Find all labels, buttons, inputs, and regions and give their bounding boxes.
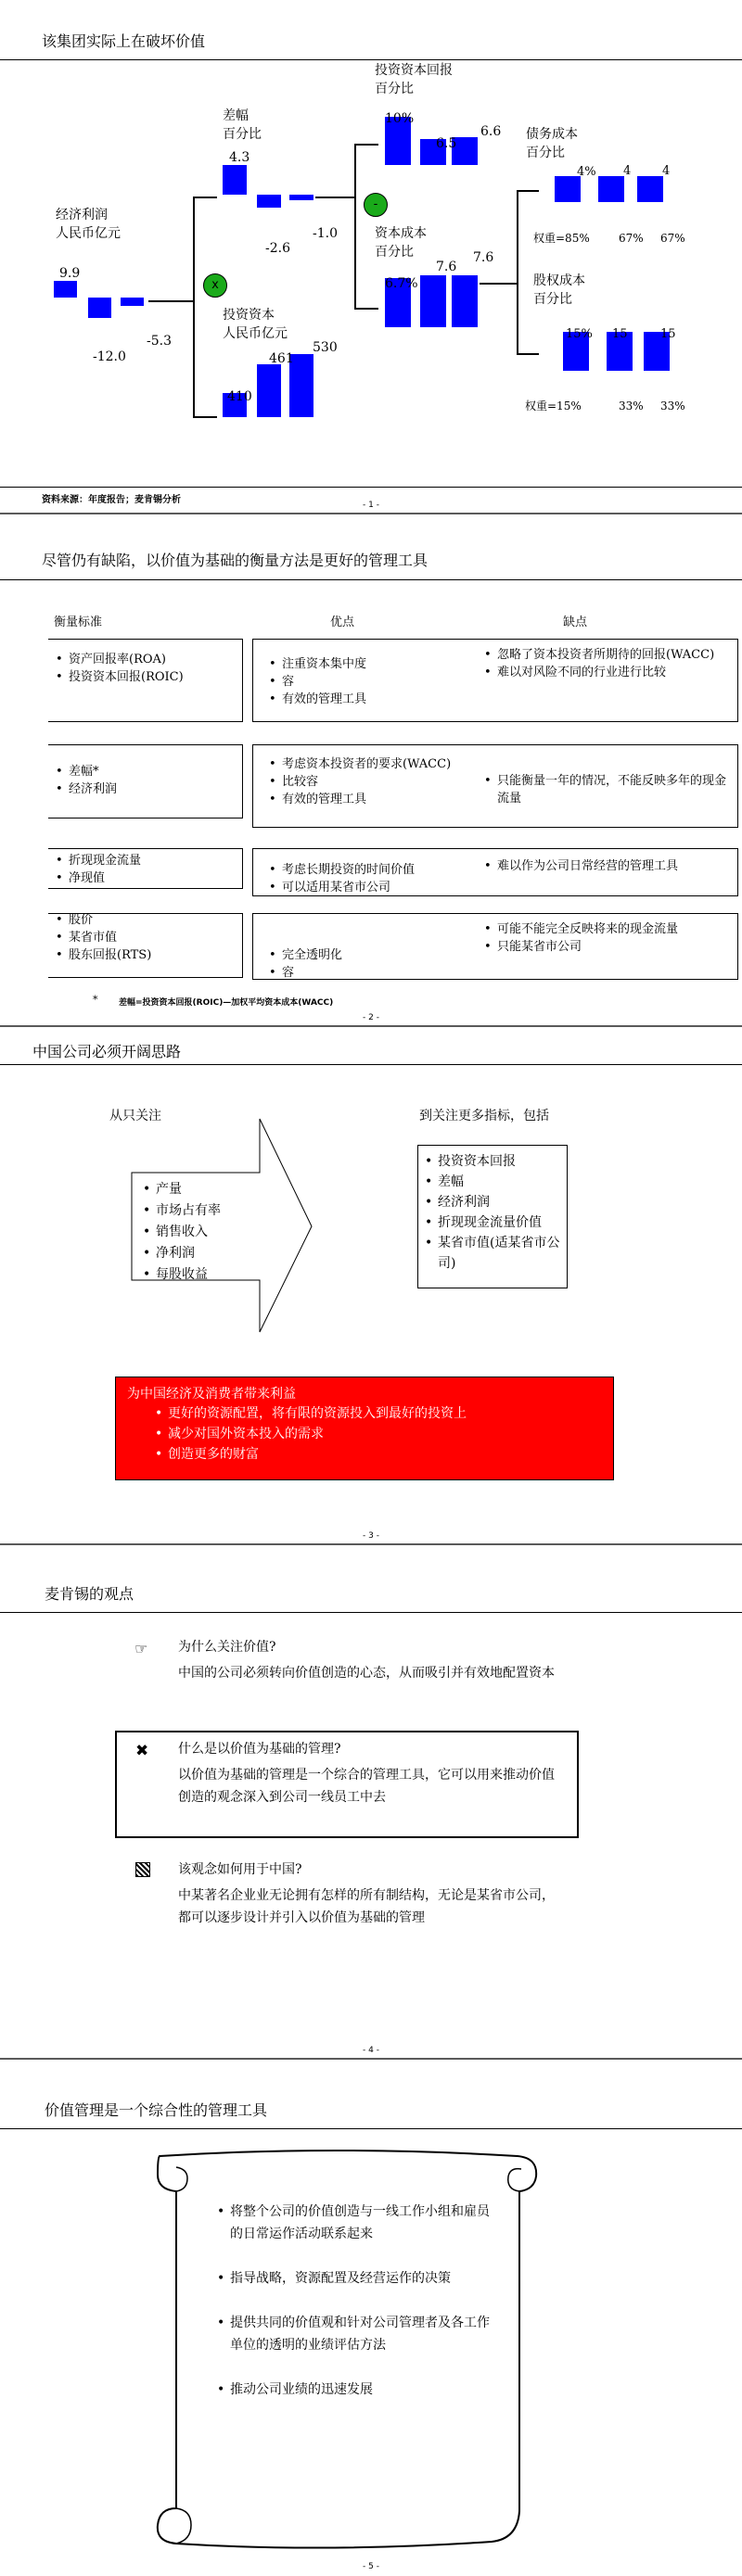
title-rule: [0, 579, 742, 580]
scroll-items: • 将整个公司的价值创造与一线工作小组和雇员的日常运作活动联系起来 • 指导战略，资源配置及经营运作的决策 • 提供共同的价值观和针对公司管理者及各工作单位的透明的业绩评估方法 • 推动公司业绩的迅速发展: [215, 2201, 493, 2401]
minus-operator: -: [364, 193, 388, 217]
spread-label: 差幅 百分比: [223, 108, 262, 142]
slide-title: 尽管仍有缺陷，以价值为基础的衡量方法是更好的管理工具: [42, 552, 429, 569]
slide-4: [0, 1547, 742, 2060]
slide-1: [0, 0, 742, 514]
page-number: - 1 -: [363, 501, 379, 510]
page-number: - 5 -: [363, 2562, 379, 2571]
pattern-icon: [135, 1862, 150, 1877]
debt-weight-1: 权重=85%: [533, 232, 590, 245]
roic-label: 投资资本回报 百分比: [375, 63, 453, 96]
slide-3: [0, 1029, 742, 1545]
pros-list-2: • 考虑资本投资者的要求(WACC) • 比较容 • 有效的管理工具: [267, 755, 480, 808]
equity-value-2: 15: [612, 327, 628, 341]
pros-list-4: • 完全透明化 • 容: [267, 946, 480, 982]
debt-value-3: 4: [662, 164, 671, 178]
title-rule: [0, 1612, 742, 1613]
debt-value-1: 4%: [577, 165, 596, 179]
cons-list-4: • 可能不能完全反映将来的现金流量 • 只能某省市公司: [482, 920, 733, 956]
debt-bar-2: [598, 176, 624, 202]
left-items: • 产量 • 市场占有率 • 销售收入 • 净利润 • 每股收益: [141, 1179, 221, 1286]
debt-bar-3: [637, 176, 663, 202]
footnote: 差幅=投资资本回报(ROIC)—加权平均资本成本(WACC): [119, 998, 334, 1008]
wacc-bar-3: [452, 275, 478, 327]
answer-1: 中国的公司必须转向价值创造的心态，从而吸引并有效地配置资本: [178, 1666, 555, 1681]
roic-value-3: 6.6: [480, 124, 502, 139]
criteria-list-4: • 股价 • 某省市值 • 股东回报(RTS): [54, 911, 151, 964]
slide-2: [0, 516, 742, 1027]
slide-title: 价值管理是一个综合性的管理工具: [45, 2101, 268, 2119]
bracket-left: [193, 197, 195, 417]
left-heading: 从只关注: [109, 1109, 161, 1123]
capital-label: 投资资本 人民币亿元: [223, 308, 288, 341]
header-pros: 优点: [330, 615, 355, 629]
debt-value-2: 4: [623, 164, 632, 178]
question-2: 什么是以价值为基础的管理?: [178, 1742, 341, 1757]
banner-items: • 更好的资源配置，将有限的资源投入到最好的投资上 • 减少对国外资本投入的需求 • 创造更多的财富: [153, 1403, 602, 1465]
eva-value-3: -5.3: [147, 334, 172, 349]
equity-weight-2: 33%: [619, 400, 644, 412]
pointing-hand-icon: ☞: [134, 1640, 148, 1657]
roic-value-2: 6.5: [436, 136, 457, 151]
wacc-value-2: 7.6: [436, 260, 457, 274]
right-items: • 投资资本回报 • 差幅 • 经济利润 • 折现现金流量价值 • 某省市值(适某省市公司): [423, 1151, 564, 1274]
equity-value-1: 15%: [566, 327, 593, 341]
connector-spread: [315, 197, 354, 198]
criteria-list-1: • 资产回报率(ROA) • 投资资本回报(ROIC): [54, 651, 184, 686]
pros-list-1: • 注重资本集中度 • 容 • 有效的管理工具: [267, 655, 480, 708]
pros-list-3: • 考虑长期投资的时间价值 • 可以适用某省市公司: [267, 861, 480, 896]
debt-weight-3: 67%: [660, 232, 685, 245]
benefits-banner: [115, 1377, 614, 1480]
answer-2: 以价值为基础的管理是一个综合的管理工具，它可以用来推动价值创造的观念深入到公司一线员工中去: [178, 1768, 555, 1805]
spread-bar-2: [257, 195, 281, 208]
spread-value-1: 4.3: [229, 150, 250, 165]
eva-value-2: -12.0: [93, 349, 126, 364]
multiply-operator: x: [203, 273, 227, 298]
slide-5: [0, 2062, 742, 2576]
capital-value-3: 530: [313, 340, 338, 355]
header-criteria: 衡量标准: [54, 615, 103, 629]
title-rule: [0, 59, 742, 60]
spread-bar-1: [223, 165, 247, 195]
star-icon: ✖: [135, 1742, 149, 1760]
page-number: - 2 -: [363, 1013, 379, 1022]
debt-label: 债务成本 百分比: [526, 127, 578, 160]
eva-bar-2: [88, 298, 111, 318]
header-cons: 缺点: [563, 615, 588, 629]
cons-list-3: • 难以作为公司日常经营的管理工具: [482, 857, 733, 875]
slide-title: 中国公司必须开阔思路: [32, 1043, 182, 1060]
eva-label: 经济利润 人民币亿元: [56, 208, 121, 241]
bracket-mid: [354, 144, 356, 309]
footnote-mark: *: [93, 994, 98, 1006]
equity-label: 股权成本 百分比: [533, 273, 585, 307]
capital-value-2: 461: [269, 351, 294, 366]
debt-weight-2: 67%: [619, 232, 644, 245]
banner-heading: 为中国经济及消费者带来利益: [127, 1387, 296, 1402]
spread-value-3: -1.0: [313, 226, 338, 241]
title-rule: [0, 2128, 742, 2129]
bracket-right: [517, 190, 518, 354]
spread-value-2: -2.6: [265, 241, 290, 256]
wacc-bar-2: [420, 275, 446, 327]
criteria-list-2: • 差幅* • 经济利润: [54, 763, 117, 798]
page-number: - 4 -: [363, 2046, 379, 2055]
slide-title: 该集团实际上在破坏价值: [42, 32, 206, 50]
capital-bar-2: [257, 364, 281, 417]
connector-wacc: [480, 283, 517, 285]
eva-bar-3: [121, 298, 144, 306]
connector-eva: [148, 300, 193, 302]
wacc-value-3: 7.6: [473, 250, 494, 265]
page-number: - 3 -: [363, 1531, 379, 1541]
wacc-value-1: 6.7%: [385, 276, 418, 291]
equity-weight-3: 33%: [660, 400, 685, 412]
question-3: 该观念如何用于中国?: [178, 1862, 302, 1877]
eva-value-1: 9.9: [59, 266, 81, 281]
roic-value-1: 10%: [385, 111, 415, 126]
title-rule: [0, 1064, 742, 1065]
cons-list-1: • 忽略了资本投资者所期待的回报(WACC) • 难以对风险不同的行业进行比较: [482, 646, 733, 681]
criteria-list-3: • 折现现金流量 • 净现值: [54, 852, 141, 887]
equity-value-3: 15: [660, 327, 676, 341]
spread-bar-3: [289, 195, 313, 200]
capital-value-1: 410: [227, 389, 252, 404]
answer-3: 中某著名企业业无论拥有怎样的所有制结构，无论是某省市公司，都可以逐步设计并引入以价值为基础的管理: [178, 1888, 555, 1925]
equity-weight-1: 权重=15%: [525, 400, 582, 412]
cons-list-2: • 只能衡量一年的情况，不能反映多年的现金流量: [482, 772, 733, 807]
right-heading: 到关注更多指标，包括: [419, 1109, 549, 1123]
wacc-label: 资本成本 百分比: [375, 226, 427, 260]
slide-title: 麦肯锡的观点: [45, 1585, 134, 1603]
question-1: 为什么关注价值?: [178, 1640, 276, 1655]
eva-bar-1: [54, 281, 77, 298]
source-note: 资料来源：年度报告；麦肯锡分析: [42, 495, 181, 505]
